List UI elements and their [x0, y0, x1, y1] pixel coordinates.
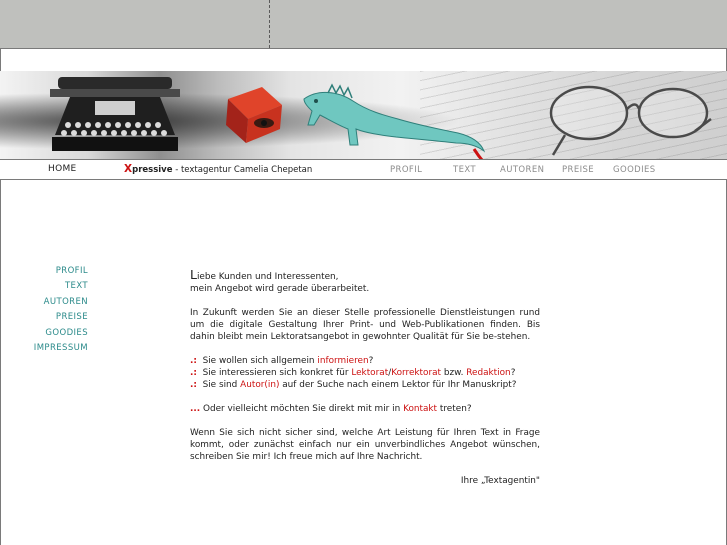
signature: Ihre „Textagentin": [460, 476, 540, 486]
bullet-marker: .:: [190, 356, 197, 366]
nav-profil-link[interactable]: PROFIL: [390, 165, 423, 175]
list-item: [190, 355, 540, 367]
contact-text: Oder vielleicht möchten Sie direkt mit mir in: [202, 404, 404, 414]
top-divider-line: [269, 0, 270, 48]
brand-tagline: - textagentur Camelia Chepetan: [172, 165, 313, 175]
sidebar-item-goodies[interactable]: GOODIES: [45, 327, 88, 338]
brand-initial: X: [124, 163, 133, 175]
intro-paragraph: In Zukunft werden Sie an dieser Stelle professionelle Dienstleistungen rund um die digitale Gestaltung Ihrer Print- und Web-Publikationen finden. Bis dahin bleibt mein Lektoratsangebot in gewohnter Qualität für Sie be-stehen.: [190, 308, 540, 342]
bullet3-end: auf der Suche nach einem Lektor für Ihr Manuskript?: [279, 380, 517, 390]
main-content: [190, 269, 540, 487]
bullet-marker: .:: [190, 380, 197, 390]
bullet1-end: ?: [368, 356, 374, 366]
bullet1-text: Sie wollen sich allgemein: [202, 356, 318, 366]
typewriter-image: [40, 75, 190, 155]
sidebar-item-profil[interactable]: PROFIL: [55, 266, 88, 276]
header-banner: [0, 71, 727, 159]
side-nav: [20, 264, 88, 356]
informieren-link[interactable]: informieren: [317, 356, 369, 366]
bullet3-text: Sie sind: [202, 380, 241, 390]
top-nav-bar: [0, 159, 727, 180]
bullet2-sep: /: [388, 368, 392, 378]
nav-autoren-link[interactable]: AUTOREN: [500, 165, 545, 175]
autorin-link[interactable]: Autor(in): [240, 380, 280, 390]
greeting: [190, 269, 540, 295]
lektorat-link[interactable]: Lektorat: [351, 368, 389, 378]
nav-text-link[interactable]: TEXT: [453, 165, 477, 175]
nav-goodies-link[interactable]: GOODIES: [613, 165, 656, 175]
list-item: [190, 367, 540, 379]
brand-name: pressive: [132, 165, 173, 175]
contact-line: [190, 403, 540, 415]
contact-marker: ...: [190, 404, 201, 414]
sidebar-item-impressum[interactable]: IMPRESSUM: [33, 343, 88, 354]
bullet2-text: Sie interessieren sich konkret für: [202, 368, 352, 378]
glasses-image: [545, 79, 715, 157]
greeting-initial: L: [190, 267, 197, 282]
red-eye-cube-image: [222, 85, 286, 145]
lizard-image: [298, 81, 498, 159]
kontakt-link[interactable]: Kontakt: [403, 404, 438, 414]
closing-paragraph: Wenn Sie sich nicht sicher sind, welche Art Leistung für Ihren Text in Frage kommt, oder zunächst einfach nur ein unverbindliches Angebot wünschen, schreiben Sie mir! Ich freue mich auf Ihre Nachricht.: [190, 428, 540, 462]
bullet2-mid: bzw.: [441, 368, 467, 378]
nav-home-link[interactable]: HOME: [48, 164, 77, 174]
options-list: [190, 355, 540, 391]
sidebar-item-text[interactable]: TEXT: [64, 281, 88, 292]
top-bar: [0, 0, 727, 48]
nav-preise-link[interactable]: PREISE: [562, 165, 595, 175]
korrektorat-link[interactable]: Korrektorat: [391, 368, 442, 378]
list-item: [190, 379, 540, 391]
sidebar-item-preise[interactable]: PREISE: [55, 312, 88, 323]
sidebar-item-autoren[interactable]: AUTOREN: [43, 296, 88, 307]
bullet-marker: .:: [190, 368, 197, 378]
site-brand: [124, 163, 312, 175]
greeting-line2: mein Angebot wird gerade überarbeitet.: [190, 284, 370, 294]
greeting-text: iebe Kunden und Interessenten,: [196, 272, 339, 282]
contact-end: treten?: [437, 404, 472, 414]
redaktion-link[interactable]: Redaktion: [466, 368, 511, 378]
bullet2-end: ?: [510, 368, 516, 378]
